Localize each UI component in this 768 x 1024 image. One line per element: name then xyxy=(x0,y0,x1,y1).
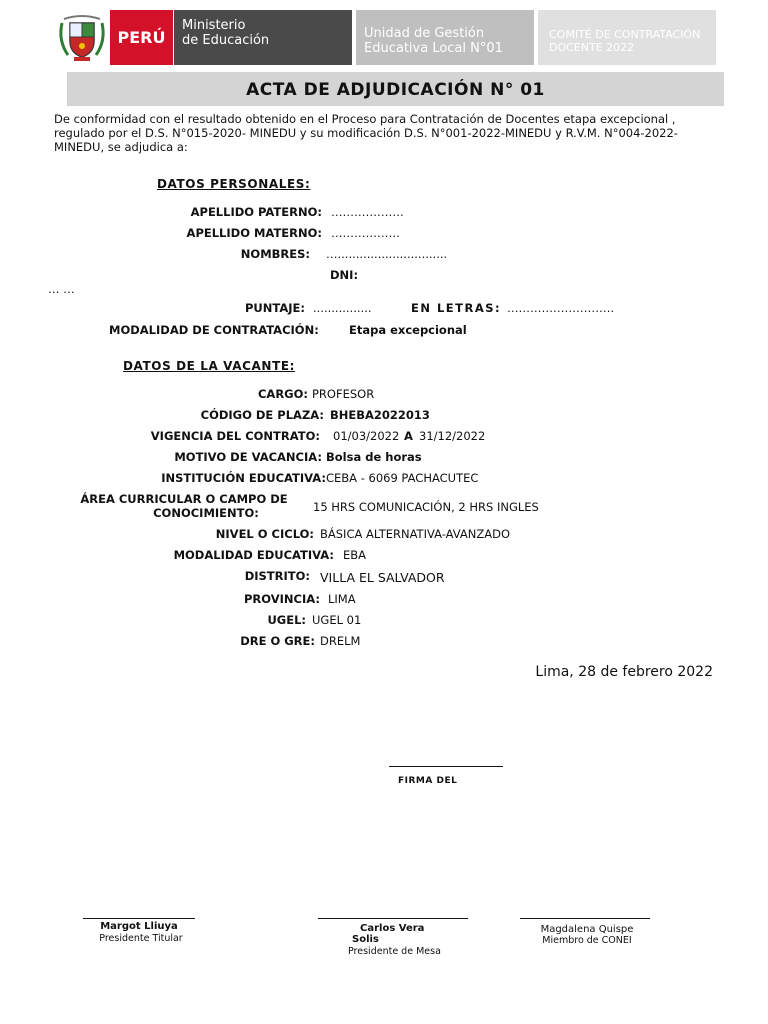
firma-label: FIRMA DEL xyxy=(398,776,458,786)
cargo-label: CARGO: xyxy=(257,387,308,401)
apellido-materno-label: APELLIDO MATERNO: xyxy=(186,226,322,240)
modalidad-educativa-label: MODALIDAD EDUCATIVA: xyxy=(173,548,334,562)
nombres-value: ….............................. xyxy=(326,247,448,261)
dni-value: … … xyxy=(48,282,75,296)
comite-line1: COMITÉ DE CONTRATACIÓN xyxy=(549,28,701,41)
vacante-heading: DATOS DE LA VACANTE: xyxy=(123,359,296,373)
puntaje-label: PUNTAJE: xyxy=(245,301,305,315)
modalidad-contratacion-label: MODALIDAD DE CONTRATACIÓN: xyxy=(109,323,319,337)
place-date: Lima, 28 de febrero 2022 xyxy=(535,664,713,680)
distrito-value: VILLA EL SALVADOR xyxy=(320,570,445,585)
area-label-line1: ÁREA CURRICULAR O CAMPO DE xyxy=(80,492,288,506)
ugel-value: UGEL 01 xyxy=(312,613,362,627)
signatory-1-name: Margot Lliuya xyxy=(100,921,178,932)
motivo-value: Bolsa de horas xyxy=(326,450,422,464)
personal-heading: DATOS PERSONALES: xyxy=(157,177,311,191)
ugel-logo xyxy=(356,10,534,65)
institucion-value: CEBA - 6069 PACHACUTEC xyxy=(326,471,479,485)
codigo-plaza-label: CÓDIGO DE PLAZA: xyxy=(200,408,324,422)
area-label-line2: CONOCIMIENTO: xyxy=(153,506,259,520)
peru-logo xyxy=(110,10,173,65)
institucion-label: INSTITUCIÓN EDUCATIVA: xyxy=(161,471,326,485)
letras-value: ………………………. xyxy=(507,301,615,315)
apellido-materno-value: ……………… xyxy=(331,226,400,240)
peru-logo-text: PERÚ xyxy=(117,28,166,47)
signature-line-3 xyxy=(520,918,650,919)
area-label xyxy=(69,492,299,520)
vigencia-label: VIGENCIA DEL CONTRATO: xyxy=(150,429,320,443)
distrito-label: DISTRITO: xyxy=(244,569,310,583)
dre-label: DRE O GRE: xyxy=(240,634,315,648)
vigencia-start: 01/03/2022 xyxy=(333,429,400,443)
vigencia-end: 31/12/2022 xyxy=(419,429,486,443)
signatory-2-role: Presidente de Mesa xyxy=(348,946,441,957)
signatory-2-name-line1: Carlos Vera xyxy=(360,923,425,934)
signature-line-2 xyxy=(318,918,468,919)
letras-label: EN LETRAS: xyxy=(411,301,502,315)
comite-logo xyxy=(538,10,716,65)
signatory-2-name-line2: Solis xyxy=(352,934,379,945)
provincia-label: PROVINCIA: xyxy=(244,592,320,606)
title-bar xyxy=(67,72,724,106)
codigo-plaza-value: BHEBA2022013 xyxy=(330,408,430,422)
dre-value: DRELM xyxy=(320,634,361,648)
nivel-value: BÁSICA ALTERNATIVA-AVANZADO xyxy=(320,527,510,541)
intro-paragraph: De conformidad con el resultado obtenido en el Proceso para Contratación de Docentes etapa excepcional , regulado por el D.S. N°015-2020- MINEDU y su modificación D.S. N°001-2022-MINEDU y R.V.M. N°004-2022-MINEDU, se adjudica a: xyxy=(54,112,678,154)
apellido-paterno-value: ………………. xyxy=(331,205,404,219)
vigencia-separator: A xyxy=(404,429,413,443)
nivel-label: NIVEL O CICLO: xyxy=(215,527,314,541)
apellido-paterno-label: APELLIDO PATERNO: xyxy=(190,205,322,219)
coat-of-arms xyxy=(54,11,110,65)
cargo-value: PROFESOR xyxy=(312,387,375,401)
motivo-label: MOTIVO DE VACANCIA: xyxy=(174,450,322,464)
ministerio-line2: de Educación xyxy=(182,33,270,48)
signatory-3-name: Magdalena Quispe xyxy=(540,924,634,935)
ugel-line1: Unidad de Gestión xyxy=(364,26,485,41)
ugel-label: UGEL: xyxy=(267,613,306,627)
modalidad-educativa-value: EBA xyxy=(343,548,367,562)
comite-line2: DOCENTE 2022 xyxy=(549,41,635,54)
provincia-value: LIMA xyxy=(328,592,356,606)
document-title: ACTA DE ADJUDICACIÓN N° 01 xyxy=(246,80,545,100)
signatory-3-role: Miembro de CONEI xyxy=(542,935,632,946)
signatory-1-role: Presidente Titular xyxy=(99,933,183,944)
ugel-line2: Educativa Local N°01 xyxy=(364,41,503,56)
firma-line xyxy=(389,766,503,767)
ministerio-line1: Ministerio xyxy=(182,18,246,33)
ministerio-logo xyxy=(174,10,352,65)
dni-label: DNI: xyxy=(330,268,359,282)
signature-line-1 xyxy=(83,918,195,919)
nombres-label: NOMBRES: xyxy=(240,247,310,261)
puntaje-value: ................ xyxy=(313,301,372,315)
peru-coat-of-arms-icon xyxy=(54,11,110,65)
area-value: 15 HRS COMUNICACIÓN, 2 HRS INGLES xyxy=(313,500,539,514)
modalidad-contratacion-value: Etapa excepcional xyxy=(349,323,467,337)
